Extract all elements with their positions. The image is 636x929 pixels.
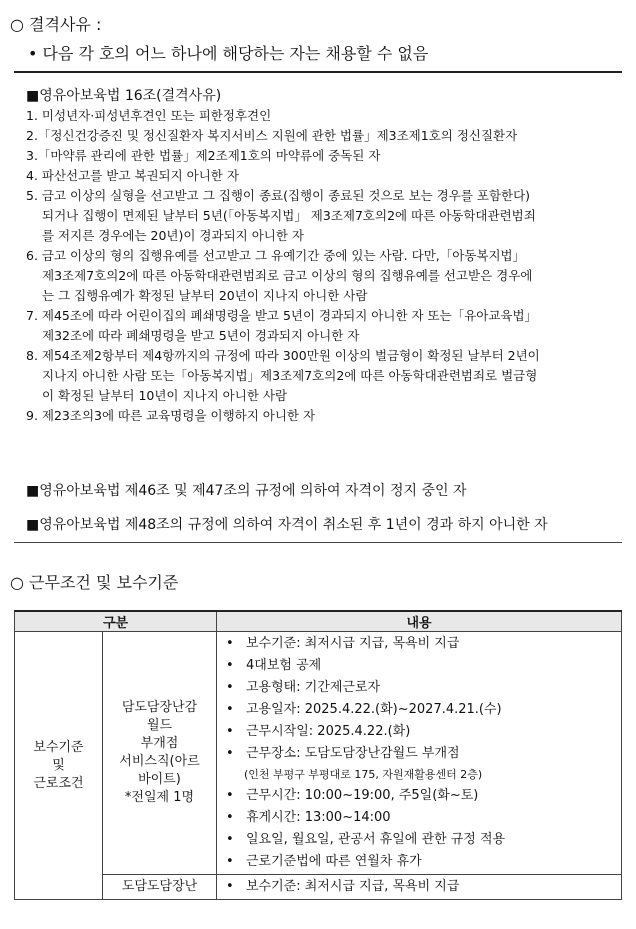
list-item-continued: 제3조제7호의2에 따른 아동학대관련범죄로 금고 이상의 형의 집행유예를 선고받은 경우에 [42,268,533,283]
position-cell: 도담도담장난 [103,875,217,900]
condition-item: • 근무시작일: 2025.4.22.(화) [226,724,411,739]
box-bottom-border [14,542,622,543]
content-cell [217,875,622,900]
list-item-continued: 이 확정된 날부터 10년이 지나지 아니한 사람 [42,388,288,403]
list-item: 4. 파산선고를 받고 복권되지 아니한 자 [26,168,239,183]
list-item: 9. 제23조의3에 따른 교육명령을 이행하지 아니한 자 [26,408,316,423]
working-conditions-heading: ○ 근무조건 및 보수기준 [10,573,179,592]
condition-item: • 고용일자: 2025.4.22.(화)~2027.4.21.(수) [226,702,502,717]
list-item: 1. 미성년자·피성년후견인 또는 피한정후견인 [26,108,272,123]
table-header-row [15,611,622,632]
category-cell: 보수기준 및 근로조건 [15,632,103,900]
list-item-continued: 를 저지른 경우에는 20년)이 경과되지 아니한 자 [42,228,304,243]
condition-item: • 휴게시간: 13:00~14:00 [226,810,391,825]
address-note: (인천 부평구 부평대로 175, 자원재활용센터 2층) [244,768,483,781]
disqualification-list [26,106,540,426]
article48-heading: ■영유아보육법 제48조의 규정에 의하여 자격이 취소된 후 1년이 경과 하지 아니한 자 [26,517,548,533]
list-item: 6. 금고 이상의 형의 집행유예를 선고받고 그 유예기간 중에 있는 사람. 다만,「아동복지법」 [26,248,526,263]
list-item: 2.「정신건강증진 및 정신질환자 복지서비스 지원에 관한 법률」제3조제1호의 정신질환자 [26,128,518,143]
condition-item: • 근무시간: 10:00~19:00, 주5일(화~토) [226,788,479,803]
box-top-border [14,71,622,73]
list-item-continued: 는 그 집행유예가 확정된 날부터 20년이 지나지 아니한 사람 [42,288,368,303]
disqualification-summary: • 다음 각 호의 어느 하나에 해당하는 자는 채용할 수 없음 [28,44,429,63]
list-item-continued: 지나지 아니한 사람 또는「아동복지법」제3조제7호의2에 따른 아동학대관련범죄로 벌금형 [42,368,538,383]
list-item-continued: 되거나 집행이 면제된 날부터 5년(「아동복지법」 제3조제7호의2에 따른 아동학대관련범죄 [42,208,536,223]
disqualification-heading: ○ 결격사유 : [10,15,102,34]
condition-item: • 근무장소: 도담도담장난감월드 부개점 [226,746,460,761]
column-header-category: 구분 [15,611,217,632]
list-item: 5. 금고 이상의 실형을 선고받고 그 집행이 종료(집행이 종료된 것으로 보는 경우를 포함한다) [26,188,531,203]
list-item-continued: 제32조에 따라 폐쇄명령을 받고 5년이 경과되지 아니한 자 [42,328,360,343]
condition-item: • 고용형태: 기간제근로자 [226,680,381,695]
position-cell: 담도담장난감 월드 부개점 서비스직(아르 바이트) *전일제 1명 [103,632,217,875]
list-item: 8. 제54조제2항부터 제4항까지의 규정에 따라 300만원 이상의 벌금형이 확정된 날부터 2년이 [26,348,540,363]
article46-heading: ■영유아보육법 제46조 및 제47조의 규정에 의하여 자격이 정지 중인 자 [26,483,467,499]
list-item: 3.「마약류 관리에 관한 법률」제2조제1호의 마약류에 중독된 자 [26,148,381,163]
column-header-content: 내용 [217,611,622,632]
table-row [15,632,622,875]
table-row [15,875,622,900]
working-conditions-table [14,610,622,900]
article16-heading: ■영유아보육법 16조(결격사유) [26,88,222,104]
condition-item: • 보수기준: 최저시급 지급, 목욕비 지급 [226,636,460,651]
condition-item: • 보수기준: 최저시급 지급, 목욕비 지급 [226,879,460,894]
list-item: 7. 제45조에 따라 어린이집의 폐쇄명령을 받고 5년이 경과되지 아니한 자 또는「유아교육법」 [26,308,538,323]
condition-item: • 일요일, 월요일, 관공서 휴일에 관한 규정 적용 [226,832,506,847]
condition-item: • 4대보험 공제 [226,658,322,673]
content-cell [217,632,622,875]
condition-list [218,633,620,873]
condition-item: • 근로기준법에 따른 연월차 휴가 [226,854,422,869]
